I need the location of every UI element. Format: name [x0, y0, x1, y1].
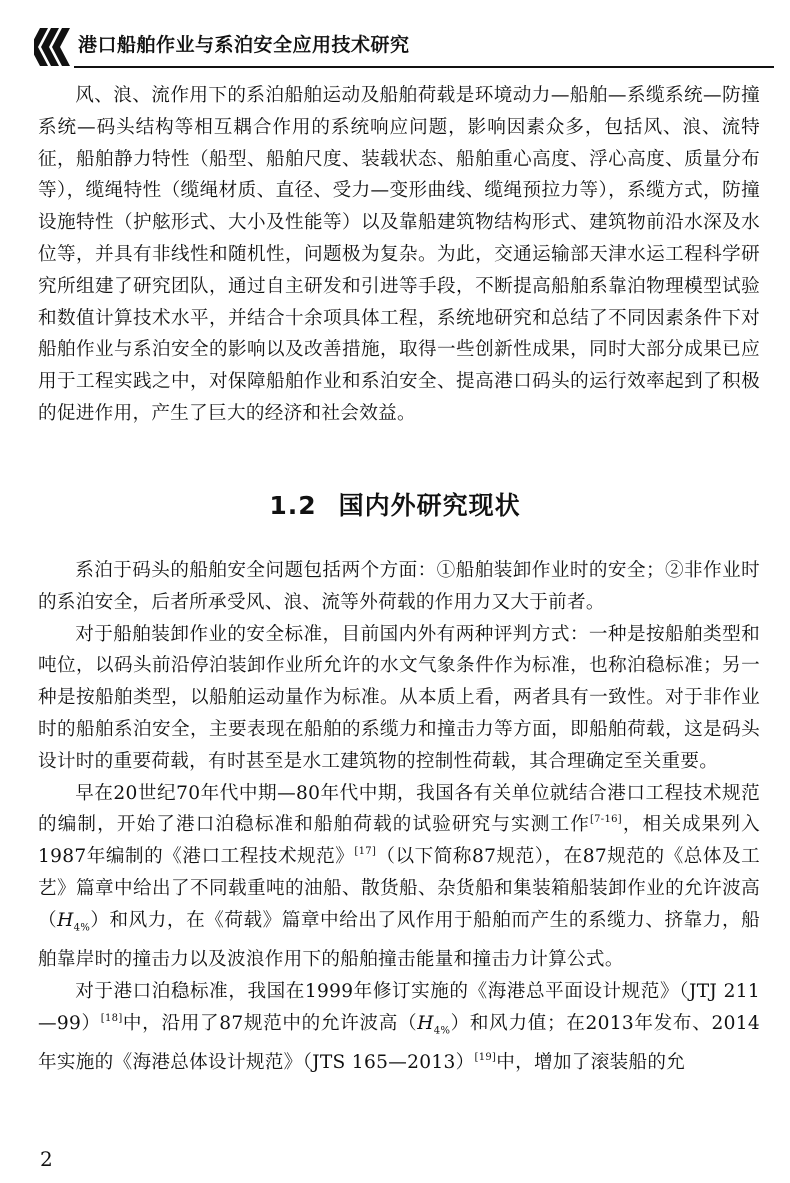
citation-ref: [7-16] [589, 814, 623, 826]
text-run: 中，沿用了87规范中的允许波高（ [122, 1012, 418, 1034]
text-run: （以下简称87规范），在87规范的《总体及工艺》篇章中给出了不同载重吨的油船、散货船、杂货船和集装箱船装卸作业的允许波高（ [38, 846, 760, 931]
text-run: 对于港口泊稳标准，我国在1999年修订实施的《海港总平面设计规范》（JTJ 211—99） [38, 981, 760, 1034]
section-number: 1.2 [269, 491, 317, 520]
wave-height-symbol [57, 909, 91, 934]
text-run: ）和风力，在《荷载》篇章中给出了风作用于船舶而产生的系缆力、挤靠力，船舶靠岸时的撞击力以及波浪作用下的船舶撞击能量和撞击力计算公式。 [38, 909, 760, 971]
text-run: 早在20世纪70年代中期—80年代中期，我国各有关单位就结合港口工程技术规范的编制，开始了港口泊稳标准和船舶荷载的试验研究与实测工作 [38, 782, 760, 836]
text-run: ，相关成果列入1987年编制的《港口工程技术规范》 [38, 814, 760, 868]
paragraph-safety-standards: 对于船舶装卸作业的安全标准，目前国内外有两种评判方式：一种是按船舶类型和吨位，以码头前沿停泊装卸作业所允许的水文气象条件作为标准，也称泊稳标准；另一种是按船舶类型，以船舶运动量作为标准。从本质上看，两者具有一致性。对于非作业时的船舶系泊安全，主要表现在船舶的系缆力和撞击力等方面，即船舶荷载，这是码头设计时的重要荷载，有时甚至是水工建筑物的控制性荷载，其合理确定至关重要。 [38, 623, 760, 772]
citation-ref: [19] [474, 1052, 497, 1064]
intro-paragraph: 风、浪、流作用下的系泊船舶运动及船舶荷载是环境动力—船舶—系缆系统—防撞系统—码头结构等相互耦合作用的系统响应问题，影响因素众多，包括风、浪、流特征，船舶静力特性（船型、船舶尺度、装载状态、船舶重心高度、浮心高度、质量分布等），缆绳特性（缆绳材质、直径、受力—变形曲线、缆绳预拉力等），系缆方式，防撞设施特性（护舷形式、大小及性能等）以及靠船建筑物结构形式、建筑物前沿水深及水位等，并具有非线性和随机性，问题极为复杂。为此，交通运输部天津水运工程科学研究所组建了研究团队，通过自主研发和引进等手段，不断提高船舶系靠泊物理模型试验和数值计算技术水平，并结合十余项具体工程，系统地研究和总结了不同因素条件下对船舶作业与系泊安全的影响以及改善措施，取得一些创新性成果，同时大部分成果已应用于工程实践之中，对保障船舶作业和系泊安全、提高港口码头的运行效率起到了积极的促进作用，产生了巨大的经济和社会效益。 [38, 85, 760, 424]
section-title: 国内外研究现状 [338, 491, 521, 520]
citation-ref: [17] [354, 846, 377, 858]
text-run: 中，增加了滚装船的允 [496, 1052, 686, 1074]
text-run: ）和风力值；在2013年发布、2014年实施的《海港总体设计规范》（JTS 165—2013） [38, 1012, 760, 1074]
symbol-subscript: 4% [73, 922, 91, 934]
paragraph-safety-aspects: 系泊于码头的船舶安全问题包括两个方面：①船舶装卸作业时的安全；②非作业时的系泊安全，后者所承受风、浪、流等外荷载的作用力又大于前者。 [38, 560, 760, 613]
header-title: 港口船舶作业与系泊安全应用技术研究 [78, 34, 410, 56]
section-heading [0, 486, 790, 522]
citation-ref: [18] [100, 1012, 123, 1024]
header-divider [74, 66, 774, 68]
chevron-bars-icon [34, 26, 74, 66]
running-header [34, 26, 774, 70]
symbol-h: H [57, 909, 74, 931]
paragraph-history [38, 778, 760, 977]
section-body [38, 555, 760, 1079]
page-number: 2 [40, 1147, 53, 1171]
wave-height-symbol [417, 1012, 451, 1037]
symbol-subscript: 4% [433, 1025, 451, 1037]
symbol-h: H [417, 1012, 434, 1034]
paragraph-port-standards [38, 976, 760, 1079]
